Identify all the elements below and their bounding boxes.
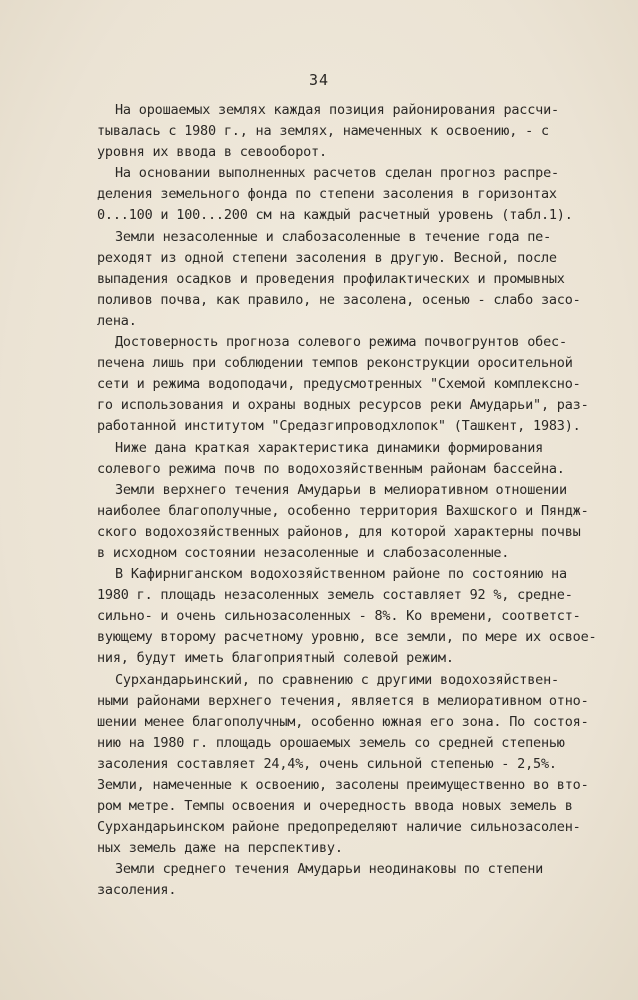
text-line: Сурхандарьинский, по сравнению с другими водохозяйствен- (115, 671, 559, 688)
text-line: ных земель даже на перспективу. (97, 840, 343, 857)
text-line: Земли, намеченные к освоению, засолены преимущественно во вто- (97, 777, 589, 793)
text-line: Достоверность прогноза солевого режима почвогрунтов обес- (115, 334, 567, 351)
text-line: На орошаемых землях каждая позиция районирования рассчи- (115, 102, 559, 118)
text-line: шении менее благополучным, особенно южная его зона. По состоя- (97, 713, 589, 730)
text-line: Земли незасоленные и слабозасоленные в течение года пе- (115, 228, 552, 245)
text-line: тывалась с 1980 г., на землях, намеченных к освоению, - с (97, 123, 549, 140)
text-line: ского водохозяйственных районов, для которой характерны почвы (97, 523, 581, 540)
text-line: Сурхандарьинском районе предопределяют наличие сильнозасолен- (97, 819, 581, 836)
text-line: Земли среднего течения Амударьи неодинаковы по степени (115, 861, 544, 878)
text-line: поливов почва, как правило, не засолена, осенью - слабо засо- (97, 291, 581, 308)
text-line: засоления составляет 24,4%, очень сильной степенью - 2,5%. (97, 755, 557, 772)
text-line: реходят из одной степени засоления в другую. Весной, после (97, 249, 557, 266)
text-line: уровня их ввода в севооборот. (97, 144, 327, 161)
text-line: лена. (97, 312, 137, 329)
body-text (97, 100, 597, 902)
text-line: вующему второму расчетному уровню, все земли, по мере их освое- (97, 629, 597, 646)
text-line: В Кафирниганском водохозяйственном районе по состоянию на (115, 566, 567, 583)
text-line: нию на 1980 г. площадь орошаемых земель со средней степенью (97, 734, 565, 751)
text-line: ния, будут иметь благоприятный солевой режим. (97, 650, 454, 667)
text-line: солевого режима почв по водохозяйственным районам бассейна. (97, 460, 565, 477)
text-line: На основании выполненных расчетов сделан прогноз распре- (115, 165, 559, 182)
text-line: Земли верхнего течения Амударьи в мелиоративном отношении (115, 481, 567, 498)
text-line: 0...100 и 100...200 см на каждый расчетный уровень (табл.1). (97, 207, 573, 224)
text-line: наиболее благополучные, особенно территория Вахшского и Пяндж- (97, 502, 589, 519)
text-line: 1980 г. площадь незасоленных земель составляет 92 %, средне- (97, 587, 573, 604)
text-line: сети и режима водоподачи, предусмотренных "Схемой комплексно- (97, 376, 581, 393)
page-number: 34 (308, 71, 330, 89)
text-line: засоления. (97, 882, 177, 899)
text-line: сильно- и очень сильнозасоленных - 8%. Ко времени, соответст- (97, 608, 581, 625)
text-line: го использования и охраны водных ресурсов реки Амударьи", раз- (97, 397, 589, 414)
text-line: ром метре. Темпы освоения и очередность ввода новых земель в (97, 798, 573, 815)
text-line: ными районами верхнего течения, является в мелиоративном отно- (97, 692, 589, 709)
text-line: выпадения осадков и проведения профилактических и промывных (97, 270, 565, 287)
text-line: печена лишь при соблюдении темпов реконструкции оросительной (97, 355, 573, 372)
text-line: в исходном состоянии незасоленные и слабозасоленные. (97, 544, 510, 561)
text-line: работанной институтом "Средазгипроводхлопок" (Ташкент, 1983). (97, 418, 581, 435)
text-line: деления земельного фонда по степени засоления в горизонтах (97, 186, 557, 203)
text-line: Ниже дана краткая характеристика динамики формирования (115, 439, 544, 456)
